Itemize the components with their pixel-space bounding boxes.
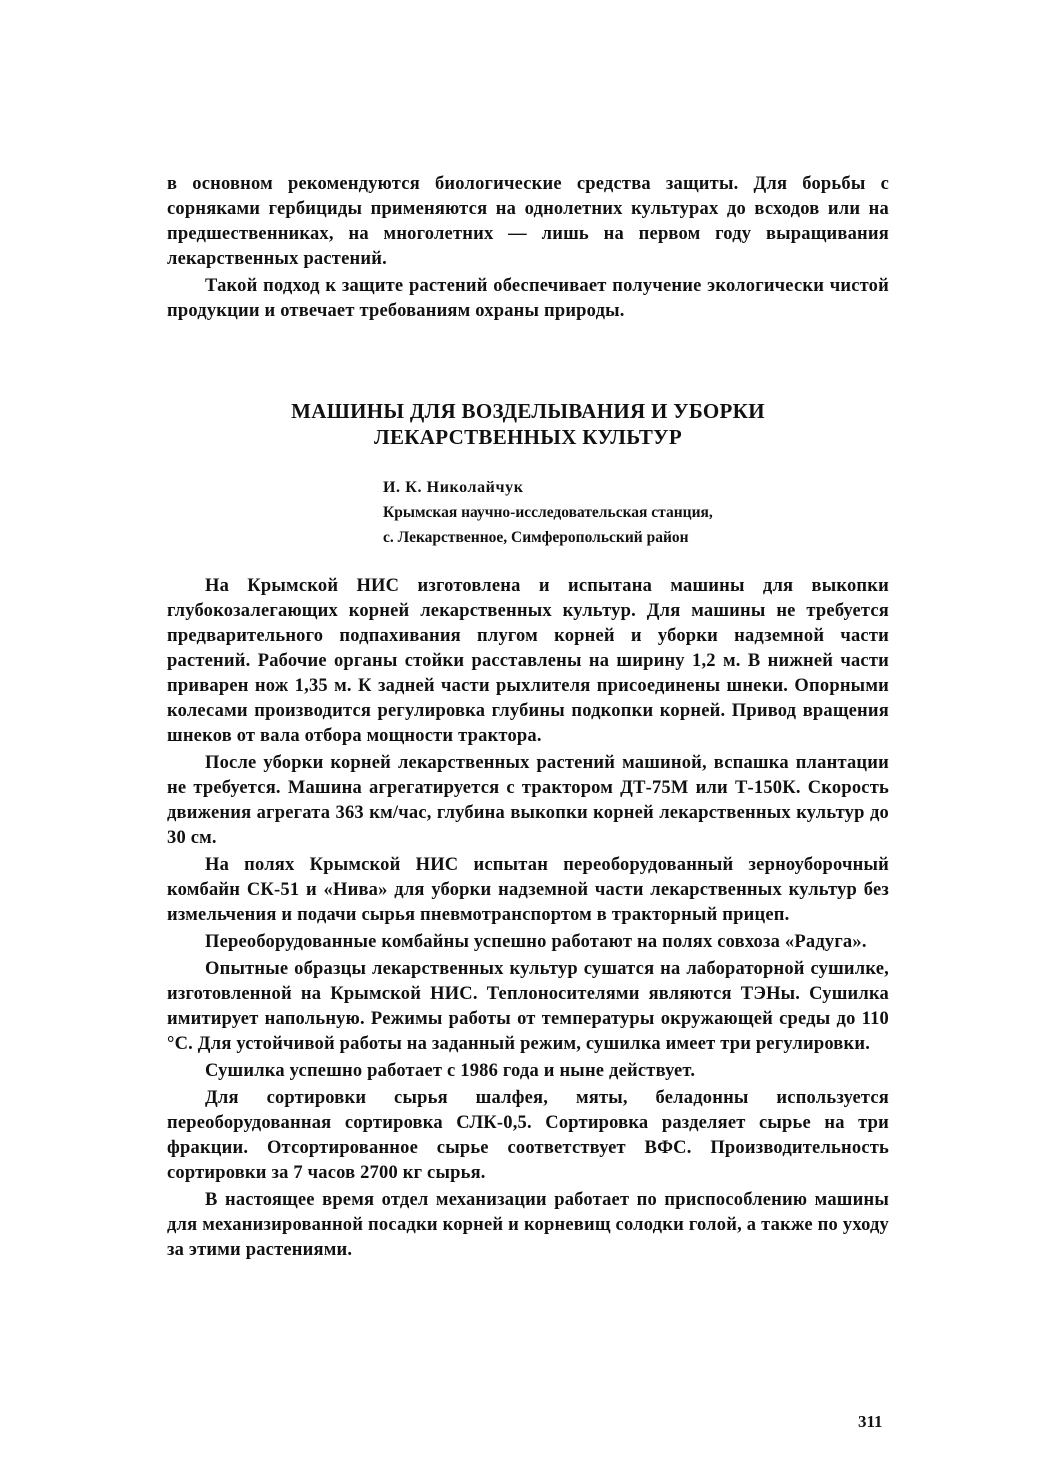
article-title-line-2: ЛЕКАРСТВЕННЫХ КУЛЬТУР — [374, 425, 682, 449]
intro-text — [167, 172, 889, 326]
author-name: И. К. Николайчук — [383, 479, 524, 496]
author-info — [383, 475, 883, 550]
body-paragraph-4: Переоборудованные комбайны успешно работают на полях совхоза «Радуга». — [205, 932, 867, 952]
body-paragraph-6: Сушилка успешно работает с 1986 года и ныне действует. — [205, 1061, 696, 1081]
body-paragraph-1: На Крымской НИС изготовлена и испытана машины для выкопки глубокозалегающих корней лекарственных культур. Для машины не требуется предварительного подпахивания плугом корней и уборки надземной части растений. Рабочие органы стойки расставлены на ширину 1,2 м. В нижней части приварен нож 1,35 м. К задней части рыхлителя присоединены шнеки. Опорными колесами производится регулировка глубины подкопки корней. Привод вращения шнеков от вала отбора мощности трактора. — [167, 576, 889, 746]
page-number: 311 — [858, 1412, 883, 1431]
body-paragraph-7: Для сортировки сырья шалфея, мяты, беладонны используется переоборудованная сортировка СЛК-0,5. Сортировка разделяет сырье на три фракции. Отсортированное сырье соответствует ВФС. Производительность сортировки за 7 часов 2700 кг сырья. — [167, 1088, 889, 1183]
article-title-line-1: МАШИНЫ ДЛЯ ВОЗДЕЛЫВАНИЯ И УБОРКИ — [291, 399, 765, 423]
affiliation-line-2: с. Лекарственное, Симферопольский район — [383, 529, 689, 546]
affiliation-line-1: Крымская научно-исследовательская станция, — [383, 504, 713, 521]
body-paragraph-3: На полях Крымской НИС испытан переоборудованный зерноуборочный комбайн СК-51 и «Нива» для уборки надземной части лекарственных культур без измельчения и подачи сырья пневмотранспортом в тракторный прицеп. — [167, 855, 889, 925]
intro-paragraph-1: в основном рекомендуются биологические средства защиты. Для борьбы с сорняками гербициды применяются на однолетних культурах до всходов или на предшественниках, на многолетних — лишь на первом году выращивания лекарственных растений. — [167, 174, 889, 269]
article-title — [167, 398, 889, 450]
body-paragraph-5: Опытные образцы лекарственных культур сушатся на лабораторной сушилке, изготовленной на Крымской НИС. Теплоносителями являются ТЭНы. Сушилка имитирует напольную. Режимы работы от температуры окружающей среды до 110 °С. Для устойчивой работы на заданный режим, сушилка имеет три регулировки. — [167, 959, 889, 1054]
article-body — [167, 574, 889, 1265]
body-paragraph-8: В настоящее время отдел механизации работает по приспособлению машины для механизированной посадки корней и корневищ солодки голой, а также по уходу за этими растениями. — [167, 1190, 889, 1260]
intro-paragraph-2: Такой подход к защите растений обеспечивает получение экологически чистой продукции и отвечает требованиям охраны природы. — [167, 276, 889, 321]
body-paragraph-2: После уборки корней лекарственных растений машиной, вспашка плантации не требуется. Машина агрегатируется с трактором ДТ-75М или Т-150К. Скорость движения агрегата 363 км/час, глубина выкопки корней лекарственных культур до 30 см. — [167, 753, 889, 848]
